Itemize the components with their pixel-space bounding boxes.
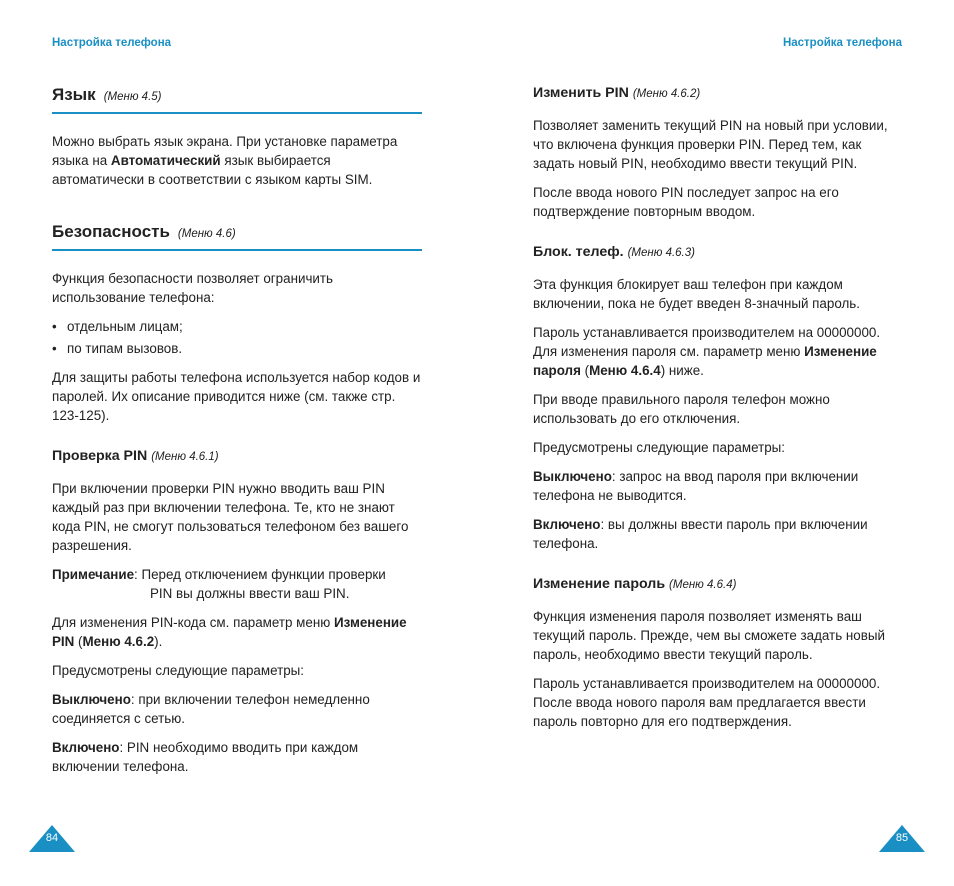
option-label: Включено <box>52 740 120 755</box>
option-label: Выключено <box>533 469 612 484</box>
note-text: PIN вы должны ввести ваш PIN. <box>150 586 350 601</box>
running-head: Настройка телефона <box>52 37 172 49</box>
option-text: : при включении телефон немедленно соединяется с сетью. <box>52 692 370 726</box>
paragraph <box>533 323 905 380</box>
paragraph: Пароль устанавливается производителем на 00000000. После ввода нового пароля вам предлагается ввести пароль повторно для его подтверждения. <box>533 676 881 729</box>
note-label: Примечание <box>52 567 135 582</box>
page-number: 85 <box>895 832 909 844</box>
paragraph: Функция безопасности позволяет ограничить использование телефона: <box>52 271 334 305</box>
paragraph: Предусмотрены следующие параметры: <box>533 440 786 455</box>
option-label: Включено <box>533 517 601 532</box>
page-number-marker <box>879 825 925 852</box>
page-number-marker <box>29 825 75 852</box>
paragraph: После ввода нового PIN последует запрос на его подтверждение повторным вводом. <box>533 185 839 219</box>
list-item: • по типам вызовов. <box>52 339 422 358</box>
menu-ref: (Меню 4.5) <box>103 91 162 103</box>
running-head: Настройка телефона <box>782 37 902 49</box>
list-item: • отдельным лицам; <box>52 317 422 336</box>
text: Можно выбрать язык экрана. При установке параметра языка на <box>52 134 398 168</box>
right-column <box>533 84 905 741</box>
subsection-heading-change-password <box>533 575 905 595</box>
subsection-title: Проверка PIN <box>52 448 148 464</box>
bold-term: Изменение пароля <box>533 344 877 378</box>
option-on <box>533 515 905 553</box>
text: ) ниже. <box>660 363 704 378</box>
menu-ref: (Меню 4.6.1) <box>151 451 219 463</box>
section-title: Безопасность <box>52 222 170 241</box>
text: язык выбирается автоматически в соответствии с языком карты SIM. <box>52 153 373 187</box>
right-page <box>477 0 954 886</box>
paragraph <box>52 613 422 651</box>
section-title: Язык <box>52 85 96 104</box>
menu-ref: (Меню 4.6.2) <box>632 88 701 100</box>
subsection-title: Блок. телеф. <box>533 244 624 260</box>
menu-ref: (Меню 4.6) <box>177 228 236 240</box>
section-heading-security <box>52 221 422 251</box>
paragraph: Позволяет заменить текущий PIN на новый при условии, что включена функция проверки PIN. Перед тем, как задать новый PIN, необходимо ввести текущий PIN. <box>533 118 888 171</box>
note-text: : Перед отключением функции проверки <box>134 567 386 582</box>
bold-term: Автоматический <box>110 153 221 168</box>
option-off <box>533 467 905 505</box>
left-column <box>52 84 422 786</box>
subsection-title: Изменить PIN <box>533 85 629 101</box>
option-text: : запрос на ввод пароля при включении телефона не выводится. <box>533 469 859 503</box>
section-heading-language <box>52 84 422 114</box>
text: Пароль устанавливается производителем на 00000000. Для изменения пароля см. параметр меню <box>533 325 881 359</box>
option-text: : PIN необходимо вводить при каждом включении телефона. <box>52 740 359 774</box>
text: ( <box>580 363 590 378</box>
bold-term: Меню 4.6.4 <box>589 363 661 378</box>
page-number: 84 <box>45 832 59 844</box>
option-on <box>52 738 422 776</box>
paragraph: Предусмотрены следующие параметры: <box>52 663 305 678</box>
paragraph <box>52 132 422 189</box>
paragraph: Функция изменения пароля позволяет изменять ваш текущий пароль. Прежде, чем вы сможете задать новый пароль, необходимо ввести текущий пароль. <box>533 609 885 662</box>
paragraph: Для защиты работы телефона используется набор кодов и паролей. Их описание приводится ниже (см. также стр. 123-125). <box>52 370 421 423</box>
bold-term: Меню 4.6.2 <box>82 634 155 649</box>
paragraph: При вводе правильного пароля телефон можно использовать до его отключения. <box>533 392 830 426</box>
option-text: : вы должны ввести пароль при включении телефона. <box>533 517 868 551</box>
subsection-heading-change-pin <box>533 84 905 104</box>
text: ( <box>74 634 83 649</box>
menu-ref: (Меню 4.6.4) <box>669 579 737 591</box>
subsection-heading-pin-check <box>52 447 422 467</box>
note <box>52 565 422 603</box>
subsection-heading-phone-lock <box>533 243 905 263</box>
text: Для изменения PIN-кода см. параметр меню <box>52 615 334 630</box>
option-label: Выключено <box>52 692 131 707</box>
paragraph: При включении проверки PIN нужно вводить ваш PIN каждый раз при включении телефона. Те, кто не знают кода PIN, не смогут пользоваться телефоном без вашего разрешения. <box>52 481 409 553</box>
bold-term: Изменение PIN <box>52 615 407 649</box>
option-off <box>52 690 422 728</box>
menu-ref: (Меню 4.6.3) <box>627 247 695 259</box>
text: ). <box>154 634 163 649</box>
bullet-list <box>52 317 422 358</box>
subsection-title: Изменение пароль <box>533 576 666 592</box>
paragraph: Эта функция блокирует ваш телефон при каждом включении, пока не будет введен 8-значный пароль. <box>533 277 860 311</box>
